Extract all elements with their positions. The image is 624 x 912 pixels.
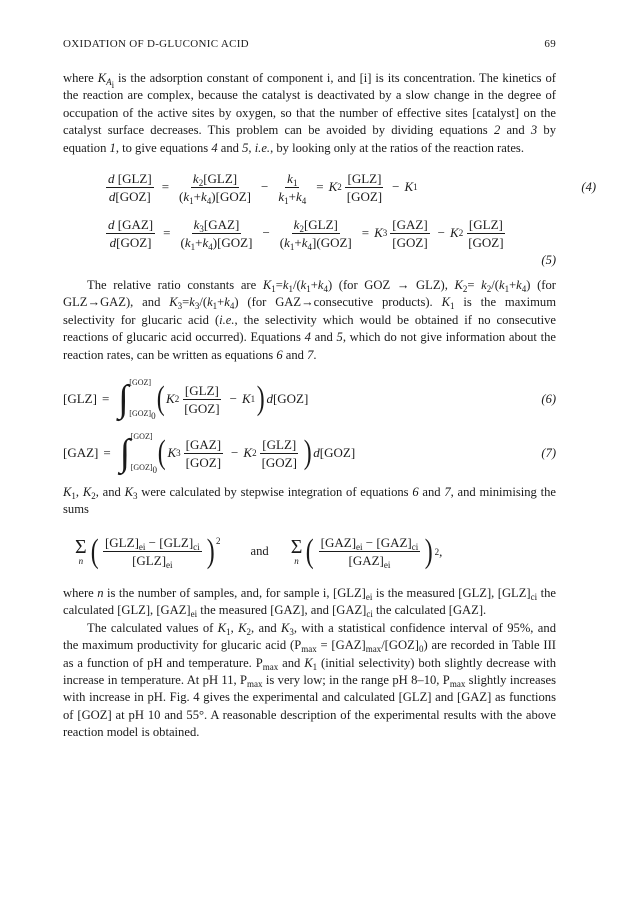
paragraph-stepwise: $K_1$, $K_2$, and $K_3$ were calculated by stepwise integration of equations 6 and 7, and minimising the sums (63, 485, 556, 517)
equation-7: [GAZ] = [GOZ] ∫ $[GOZ]_0$ ( K 3 $\frac{\text{[GAZ]}}{\text{[GOZ]}}$ − K 2 $\frac{\text{[GLZ]}}{\text{[GOZ]}}$ ) d [GOZ] (7) (63, 432, 556, 476)
running-header (63, 38, 556, 56)
equation-6-number: (6) (541, 391, 556, 406)
page-number: 69 (544, 38, 556, 50)
equation-4: $\frac{\text{d [GLZ]}}{\text{d[GOZ]}}$ = $\frac{k_2[GLZ]}{(k_1+k_4)[GOZ]}$ − $\frac{k_1}{k_1+k_4}$ = K 2 $\frac{\text{[GLZ]}}{\text{[GOZ]}}$ − K 1 (4) (108, 170, 596, 206)
paragraph-ratio-constants: The relative ratio constants are $K_1=k_1/(k_1+k_4)$ (for GOZ → GLZ), $K_2= k_2/(k_1+k_4)$ (for GLZ→GAZ), and $K_3=k_3/(k_1+k_4)$ (for GAZ→consecutive products). $K_1$ is the maximum selectivity for glucaric acid (i.e., the selectivity which would be obtained if no consecutive reactions of glucaric acid occurred). Equations 4 and 5, which do not give information about the reaction rates, can be written as equations 6 and 7. (63, 278, 556, 362)
paragraph-results: The calculated values of $K_1$, $K_2$, and $K_3$, with a statistical confidence interval of 95%, and the maximum productivity for glucaric acid $(P_{max} = [GAZ]_{max}/[GOZ]_0)$ are recorded in Table III as a function of pH and temperature. $P_{max}$ and $K_1$ (initial selectivity) both slightly decrease with increase in temperature. At pH 11, $P_{max}$ is very low; in the range pH 8–10, $P_{max}$ slightly increases with increase in pH. Fig. 4 gives the experimental and calculated [GLZ] and [GAZ] as functions of [GOZ] at pH 10 and 55°. A reasonable description of the experimental results with the above reaction model is obtained. (63, 620, 557, 740)
equation-6: [GLZ] = [GOZ] ∫ $[GOZ]_0$ ( K 2 $\frac{\text{[GLZ]}}{\text{[GOZ]}}$ − K 1 ) d [GOZ] (6) (63, 378, 556, 422)
running-title: OXIDATION OF D-GLUCONIC ACID (63, 38, 249, 50)
equation-5: $\frac{\text{d [GAZ]}}{\text{d[GOZ]}}$ = $\frac{k_3[GAZ]}{(k_1+k_4)[GOZ]}$ − $\frac{k_2[GLZ]}{(k_1+k_4](GOZ]}$ = K 3 $\frac{\text{[GAZ]}}{\text{[GOZ]}}$ − K 2 $\frac{\text{[GLZ]}}{\text{[GOZ]}}$ (108, 216, 504, 252)
sum-connector: and (250, 544, 269, 559)
equation-7-number: (7) (541, 445, 556, 460)
page (63, 38, 596, 742)
least-squares-sums: Σ n ( $\frac{[GLZ]_{ei} - [GLZ]_{ci}}{[GLZ]_{ei}}$ ) 2 and Σ n ( $\frac{[GAZ]_{ei} - [GAZ]_{ci}}{[GAZ]_{ei}}$ ) 2 , (75, 532, 443, 571)
paragraph-definitions: where n is the number of samples, and, for sample i, $[GLZ]_{ei}$ is the measured [GLZ], $[GLZ]_{ci}$ the calculated [GLZ], $[GAZ]_{ei}$ the measured [GAZ], and $[GAZ]_{ci}$ the calculated [GAZ]. (63, 585, 556, 620)
paragraph-kinetics: where $K_{A_i}$ is the adsorption constant of component i, and [i] is its concentration. The kinetics of the reaction are complex, because the catalyst is deactivated by a slow change in the degree of occupation of the active sites by oxygen, so that the number of effective sites [catalyst] on the catalyst surface decreases. This problem can be avoided by dividing equations 2 and 3 by equation 1, to give equations 4 and 5, i.e., by looking only at the ratios of the reaction rates. (63, 71, 557, 155)
equation-4-number: (4) (581, 179, 596, 194)
equation-5-number: (5) (541, 253, 556, 268)
